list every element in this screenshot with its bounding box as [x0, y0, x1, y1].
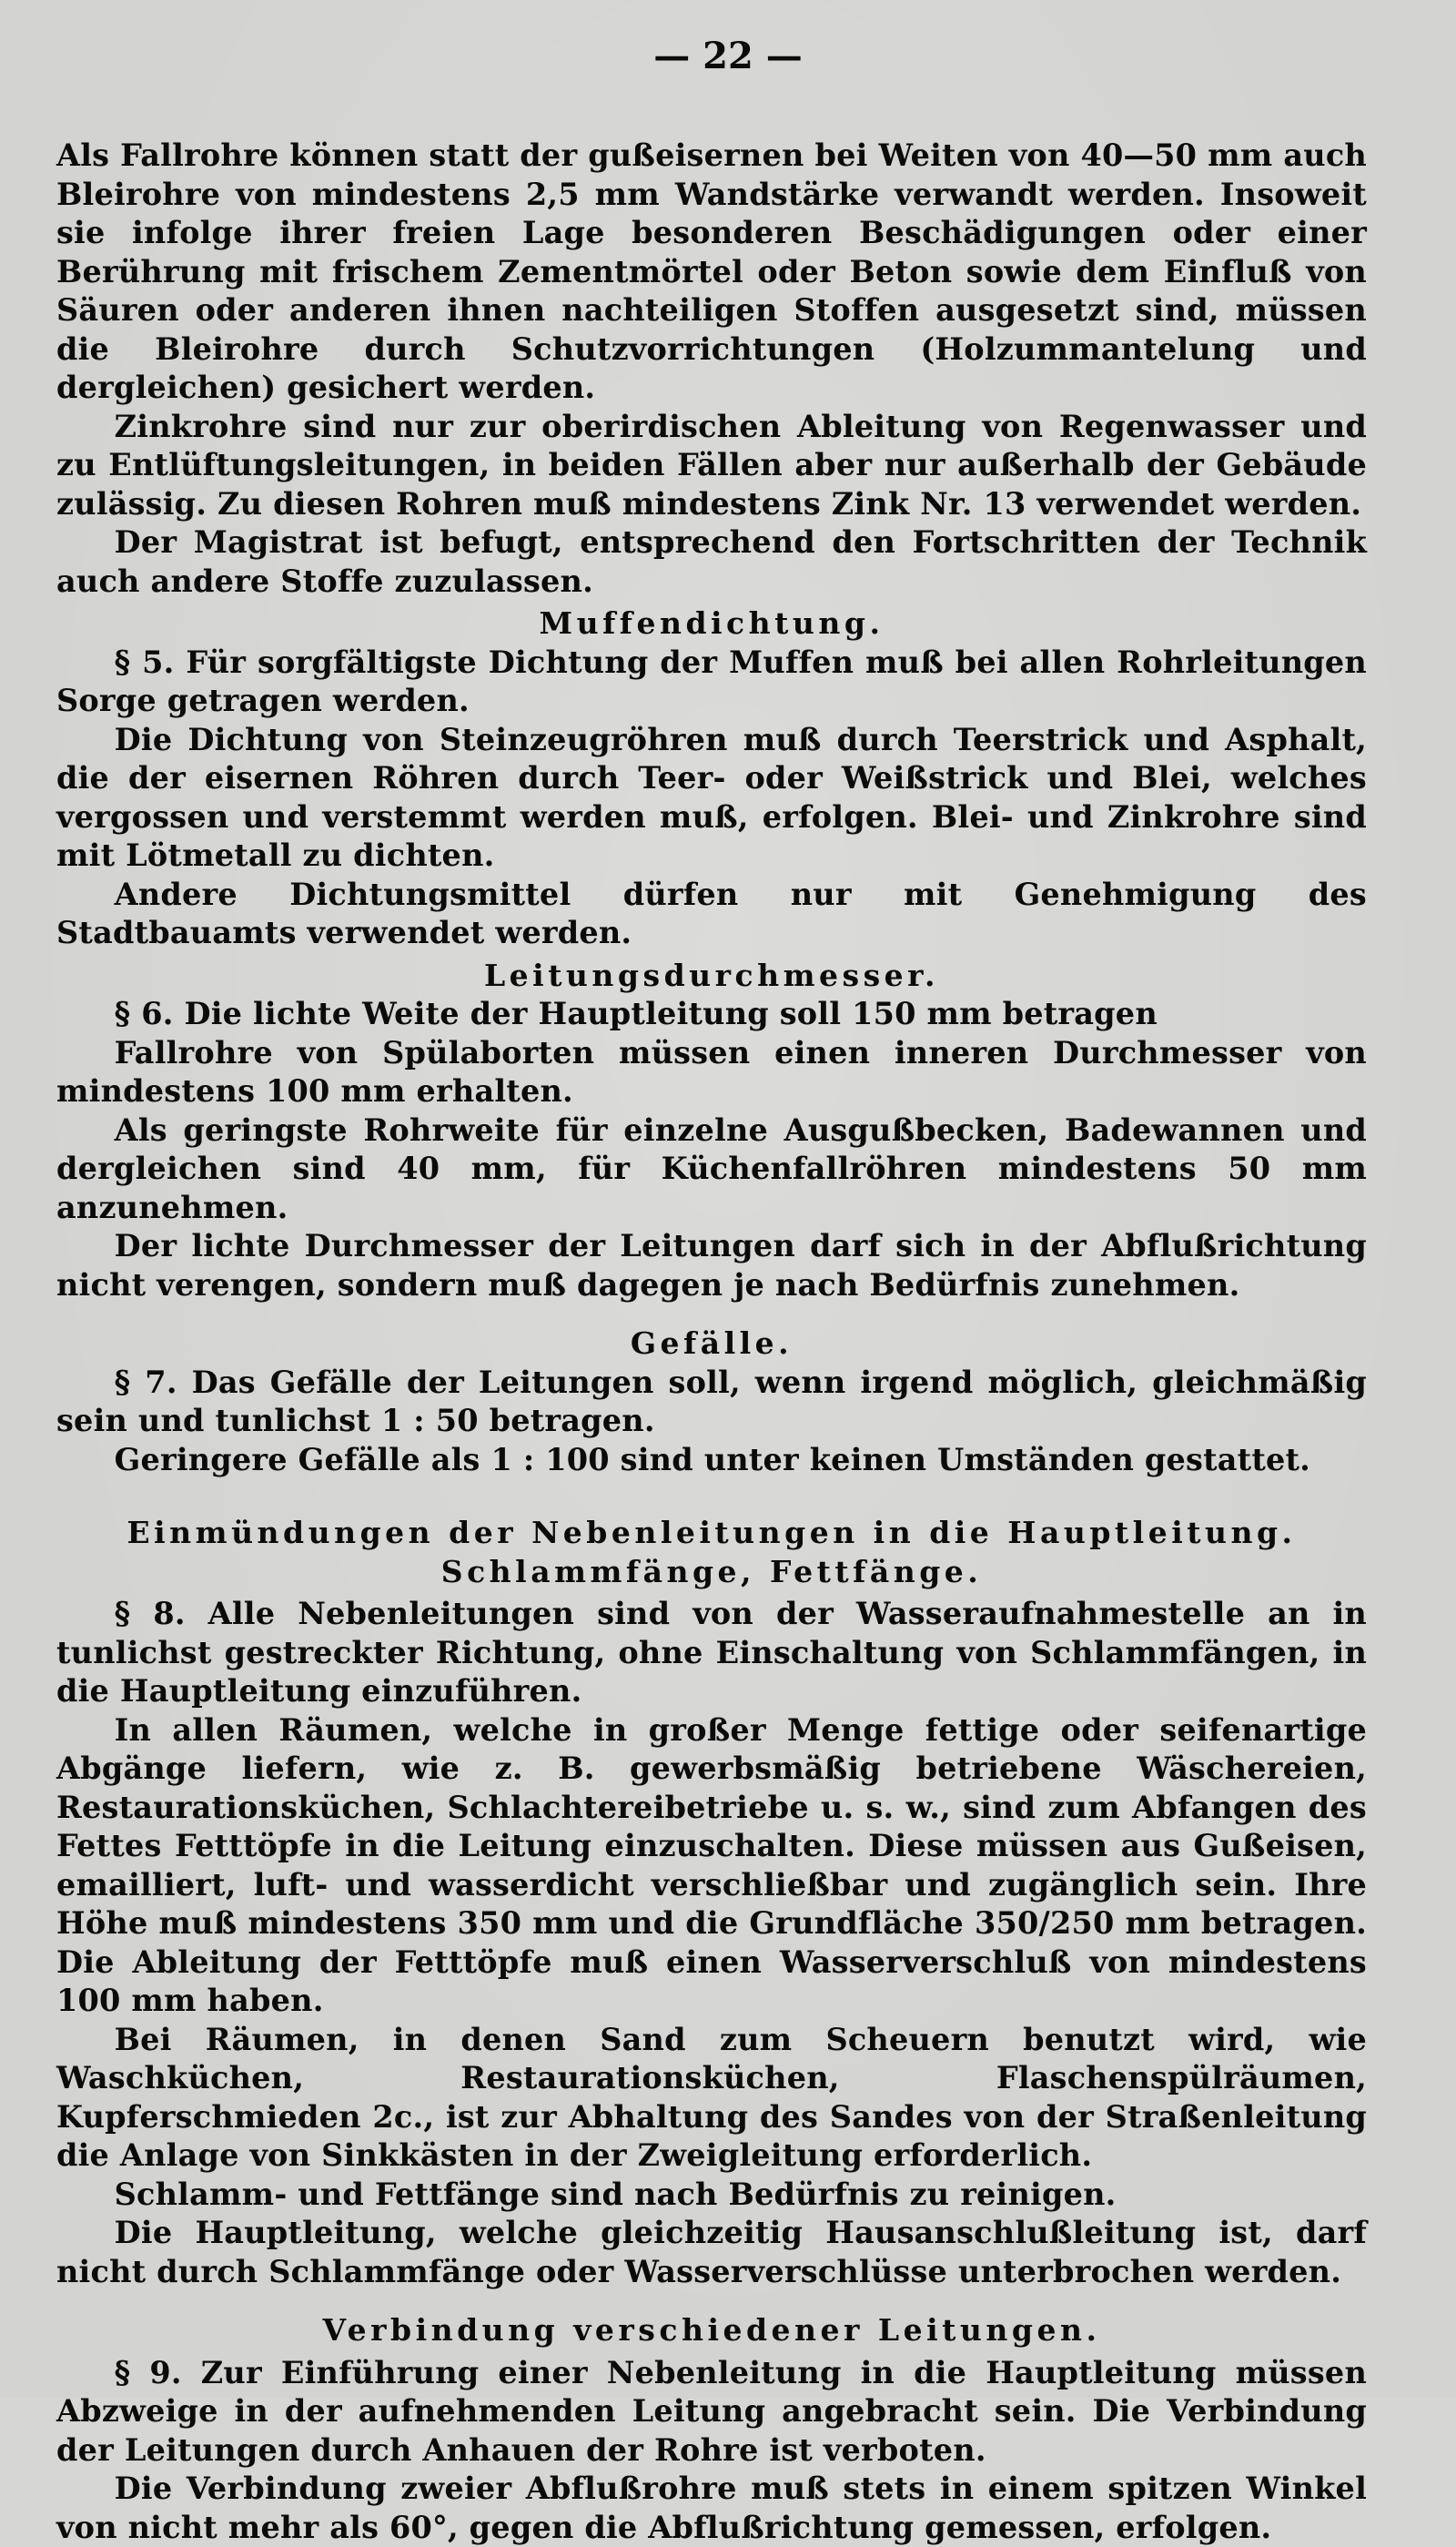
paragraph-section-7: § 7. Das Gefälle der Leitungen soll, wenn irgend möglich, gleichmäßig sein und tunlichst 1 : 50 betragen. — [56, 1364, 1367, 1438]
paragraph-durchmesser: Der lichte Durchmesser der Leitungen darf sich in der Abflußrichtung nicht verengen, sondern muß dagegen je nach Bedürfnis zunehmen. — [56, 1228, 1367, 1303]
paragraph-section-9: § 9. Zur Einführung einer Nebenleitung in die Hauptleitung müssen Abzweige in der aufnehmenden Leitung angebracht sein. Die Verbindung der Leitungen durch Anhauen der Rohre ist verboten. — [56, 2354, 1367, 2468]
paragraph-magistrat: Der Magistrat ist befugt, entsprechend den Fortschritten der Technik auch andere Stoffe zuzulassen. — [56, 524, 1367, 599]
paragraph-section-5: § 5. Für sorgfältigste Dichtung der Muffen muß bei allen Rohrleitungen Sorge getragen werden. — [56, 644, 1367, 718]
heading-leitungsdurchmesser: Leitungsdurchmesser. — [483, 957, 940, 993]
paragraph-fallrohre-spuelaborte: Fallrohre von Spülaborten müssen einen inneren Durchmesser von mindestens 100 mm erhalten. — [56, 1034, 1367, 1109]
paragraph-dichtungsmittel: Andere Dichtungsmittel dürfen nur mit Genehmigung des Stadtbauamts verwendet werden. — [56, 876, 1367, 950]
paragraph-fetttoepfe: In allen Räumen, welche in großer Menge fettige oder seifenartige Abgänge liefern, wie z. B. gewerbsmäßig betriebene Wäschereien, Restaurationsküchen, Schlachtereibetriebe u. s. w., sind zum Abfangen des Fettes Fetttöpfe in die Leitung einzuschalten. Diese müssen aus Gußeisen, emailliert, luft- und wasserdicht verschließbar und zugänglich sein. Ihre Höhe muß mindestens 350 mm und die Grundfläche 350/250 mm betragen. Die Ableitung der Fetttöpfe muß einen Wasserverschluß von mindestens 100 mm haben. — [56, 1711, 1367, 2018]
heading-verbindung: Verbindung verschiedener Leitungen. — [322, 2312, 1101, 2348]
paragraph-section-6: § 6. Die lichte Weite der Hauptleitung soll 150 mm betragen — [114, 996, 1158, 1031]
paragraph-zinkrohre: Zinkrohre sind nur zur oberirdischen Ableitung von Regenwasser und zu Entlüftungsleitungen, in beiden Fällen aber nur außerhalb der Gebäude zulässig. Zu diesen Rohren muß mindestens Zink Nr. 13 verwendet werden. — [56, 408, 1367, 522]
paragraph-geringere-gefaelle: Geringere Gefälle als 1 : 100 sind unter keinen Umständen gestattet. — [114, 1441, 1311, 1477]
paragraph-section-8: § 8. Alle Nebenleitungen sind von der Wasseraufnahmestelle an in tunlichst gestreckter Richtung, ohne Einschaltung von Schlammfängen, in die Hauptleitung einzuführen. — [56, 1596, 1367, 1709]
heading-einmuendungen: Einmündungen der Nebenleitungen in die Hauptleitung. — [126, 1515, 1297, 1550]
paragraph-hauptleitung: Die Hauptleitung, welche gleichzeitig Hausanschlußleitung ist, darf nicht durch Schlammfänge oder Wasserverschlüsse unterbrochen werden. — [56, 2215, 1367, 2289]
heading-muffendichtung: Muffendichtung. — [539, 605, 885, 641]
paragraph-sinkkaesten: Bei Räumen, in denen Sand zum Scheuern benutzt wird, wie Waschküchen, Restaurationsküchen, Flaschenspülräumen, Kupferschmieden 2c., ist zur Abhaltung des Sandes von der Straßenleitung die Anlage von Sinkkästen in der Zweigleitung erforderlich. — [56, 2021, 1367, 2173]
paragraph-dichtung: Die Dichtung von Steinzeugröhren muß durch Teerstrick und Asphalt, die der eisernen Röhren durch Teer- oder Weißstrick und Blei, welches vergossen und verstemmt werden muß, erfolgen. Blei- und Zinkrohre sind mit Lötmetall zu dichten. — [56, 721, 1367, 873]
paragraph-rohrweite: Als geringste Rohrweite für einzelne Ausgußbecken, Badewannen und dergleichen sind 40 mm, für Küchenfallröhren mindestens 50 mm anzunehmen. — [56, 1111, 1367, 1225]
paragraph-spitzer-winkel: Die Verbindung zweier Abflußrohre muß stets in einem spitzen Winkel von nicht mehr als 60°, gegen die Abflußrichtung gemessen, erfolgen. — [56, 2471, 1367, 2545]
paragraph-reinigen: Schlamm- und Fettfänge sind nach Bedürfnis zu reinigen. — [114, 2176, 1117, 2212]
heading-gefaelle: Gefälle. — [630, 1325, 794, 1361]
paragraph-fallrohre: Als Fallrohre können statt der gußeisernen bei Weiten von 40—50 mm auch Bleirohre von mindestens 2,5 mm Wandstärke verwandt werden. Insoweit sie infolge ihrer freien Lage besonderen Beschädigungen oder einer Berührung mit frischem Zementmörtel oder Beton sowie dem Einfluß von Säuren oder anderen ihnen nachteiligen Stoffen ausgesetzt sind, müssen die Bleirohre durch Schutzvorrichtungen (Holzummantelung und dergleichen) gesichert werden. — [56, 137, 1367, 405]
page-text — [56, 137, 1367, 2547]
heading-schlammfaenge: Schlammfänge, Fettfänge. — [440, 1553, 983, 1589]
page-number: — 22 — — [653, 35, 803, 77]
